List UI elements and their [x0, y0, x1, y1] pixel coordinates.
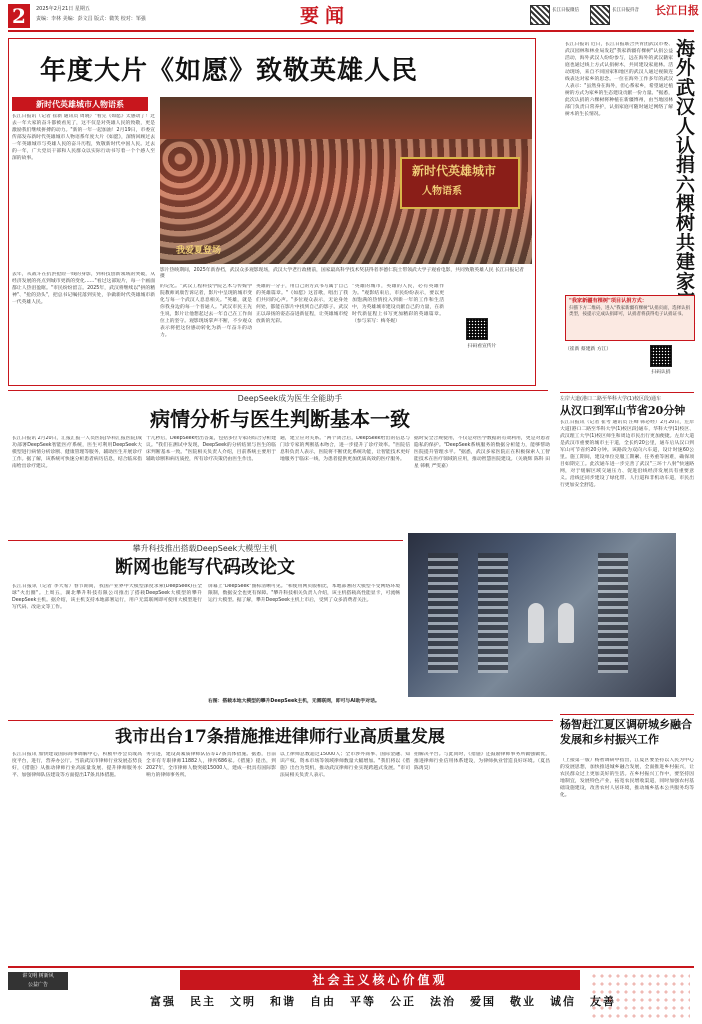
footer-divider — [8, 966, 694, 968]
panfeng-headline: 断网也能写代码改论文 — [115, 557, 295, 578]
value-item: 公正 — [390, 995, 416, 1008]
server-rack — [478, 553, 508, 673]
editor-credits: 责编：李林 美编：彭文昌 版式：微笑 校对：邹强 — [36, 16, 146, 22]
page-number: 2 — [8, 4, 30, 28]
transit-kicker: 左岸大道(港口二路至华科大学(1)校区段)通车 — [560, 396, 661, 402]
decorative-dots — [590, 972, 690, 1018]
donate-qr-label: 扫码认捐 — [651, 370, 671, 375]
lead-photo — [160, 97, 532, 264]
value-item: 诚信 — [550, 995, 576, 1008]
panfeng-kicker: 攀升科技推出搭载DeepSeek大模型主机 — [132, 544, 278, 553]
deepseek-kicker: DeepSeek成为医生全能助手 — [237, 394, 343, 403]
psa-logo-line1: 讲文明 树新风 — [22, 973, 54, 979]
donate-qr-icon[interactable] — [650, 345, 672, 367]
yangzhi-body: （上接第一版）杨智调研中指出，江夏区要坚持以人民为中心的发展思想，加快推进城乡融合发展，全面推进乡村振兴，让农民群众过上更加美好的生活。在乡村振兴工作中，要坚持因地制宜，发展特色产业，拓宽农民增收渠道，同时加强农村基础设施建设，改善农村人居环境，推动城乡基本公共服务均等化。 — [560, 758, 694, 798]
lead-column-1: 长江日报讯（记者 崔新 通讯员 周晓）"看完《如愿》太感动了！过去一年大家的奋斗都被看见了，这不仅是对英雄人民的致敬，更是激励我们继续拼搏的动力。"新的一年一起加油！2月19日，市委宣传部发布新时代英雄城市人物语系年度大片《如愿》，深情回顾过去一年英雄城市与英雄人民的奋斗历程，致敬新时代中国人民。过去的一年，广大党员干部和人民群众以实际行动书写着一个个感人至深的故事。 — [12, 114, 155, 161]
qr-label: 长江日报抖音 — [612, 8, 639, 13]
photo-banner-line1: 新时代英雄城市 — [412, 164, 497, 178]
panfeng-column-1: 长江日报讯（记者 李大希）春节期间，我国产业界中大模型深度求索(DeepSeek)在全球"火出圈"。上周五，湖北攀升科技有限公司推出了搭载DeepSeek大模型的攀升DeepSeek主机。据介绍，该主机支持本地部署运行，用户无需联网即可使用大模型进行写代码、改论文等工作。 — [12, 584, 202, 610]
value-item: 民主 — [190, 995, 216, 1008]
qr-label: 长江日报微信 — [552, 8, 579, 13]
server-rack — [598, 553, 628, 673]
section-divider — [8, 720, 553, 721]
transit-headline: 从汉口到军山节省20分钟 — [560, 404, 686, 417]
lawyers-column-4: 拍解决平台。与此同时，《措施》还鼓励律师事务所做强做优，推进律师行业信用体系建设，为律师执业营造良好环境。（夏昌 陈禹昊） — [414, 752, 550, 771]
transit-divider — [560, 392, 694, 393]
newspaper-logo: 长江日报 — [655, 4, 699, 17]
deepseek-column-1: 长江日报讯 2月20日，汇报汇报一人员医院(华科汇报医院)成功部署DeepSeek智能医疗系统，医生可利用DeepSeek大模型进行病情分析诊断、健康管理等服务，辅助医生开展诊疗工作。据了解，该系统可快速分析患者病历信息，结合临床指南给出诊疗建议。 — [12, 436, 142, 469]
lead-headline: 年度大片《如愿》致敬英雄人民 — [40, 56, 419, 86]
core-values-banner: 社会主义核心价值观 — [180, 970, 580, 990]
value-item: 敬业 — [510, 995, 536, 1008]
psa-logo-line2: 公益广告 — [27, 982, 48, 988]
lawyers-column-2: 务引进，建设高素质律师队伍等17条具体措施。据悉，目前全市有专职律师11882人，律所686家。《措施》提出，到2027年，全市律师人数突破15000人，建成一批具有国际影响力的律师事务所。 — [146, 752, 276, 778]
transit-body: 长江日报讯（记者 崔考 通讯员 汪峰 韩必经）2月20日，左岸大道(港口二路至华科大学(1)校区段)通车，华科大学(1)校区、武汉理工大学(1)校区师生和周边市民出行更加便捷。左岸大道是武汉市重要的城市主干道，全长约20公里，通车后从汉口到军山可节省约20分钟。该路段为双向六车道，设计时速60公里。施工期间，建设单位克服工期紧、任务重等困难，确保项目如期完工。此次通车进一步完善了武汉"三环十八射"快速路网，对于缓解区域交通压力、促进沿线经济发展具有重要意义。沿线还同步建设了绿化带、人行道和非机动车道，市民出行更加安全舒适。 — [560, 420, 694, 488]
lead-column-2: 去年，从战斗在抗洪抢险一线的身影，到科技创新领域的突破，从经济发展的亮点到城市更新的变化……"看过这部短片，每一个画面都让人热泪盈眶。"市民纷纷留言。2025年，武汉将继续以"拼的精神"、"抢的劲头"，把总书记嘱托落到实处，争做新时代英雄城市新一代英雄人民。 — [12, 272, 155, 305]
lawyers-headline: 我市出台17条措施推进律师行业高质量发展 — [115, 727, 445, 747]
deepseek-headline: 病情分析与医生判断基本一致 — [150, 407, 410, 431]
psa-logo — [8, 972, 68, 990]
value-item: 文明 — [230, 995, 256, 1008]
value-item: 爱国 — [470, 995, 496, 1008]
photo-stamp: 我爱夏登场 — [176, 246, 222, 256]
lead-column-3: 的记忆。"武汉工程科技学院艺术与传媒学院教师刘康告诉记者，影片中呈现的城市变化与每一个武汉人息息相关。"英雄，就是你我身边的每一个普通人。"武汉市民王先生说，影片让他想起过去一年自己在工作岗位上的坚守。观影现场掌声不断，不少观众表示将把这份感动转化为新一年奋斗的动力。 — [160, 284, 252, 338]
value-item: 友善 — [590, 995, 616, 1008]
lead-series-tag: 新时代英雄城市人物语系 — [12, 97, 148, 111]
panfeng-photo-caption: 右图：搭载本地大模型的攀升DeepSeek主机，无需联网，即可与AI助手对话。 — [208, 699, 380, 704]
deepseek-column-4: 据时安全合规使用，不仅是对医学数据的有效利用，更是对患者隐私的保护。"DeepSeek系统服务的数据分析能力，能够帮助医院提升管理水平。"据悉，武汉多家医院正在积极探索人工智能技术在医疗领域的应用，推动智慧医院建设。（关晓辉 陈科 田星 韩帆 严雯嘉） — [414, 436, 550, 469]
worker-figure — [528, 603, 544, 643]
section-divider — [560, 714, 694, 715]
lead-column-5: "英雄的城市，英雄的人民，必有英雄作为。"观影结束后，市民纷纷表示，要以更加饱满的热情投入到新一年的工作和生活中，为英雄城市建设贡献自己的力量，在新时代新征程上书写更加精彩的英雄篇章。（参与采写：梅冬妮） — [352, 284, 444, 324]
issue-date: 2025年2月21日 星期五 — [36, 6, 90, 12]
right-story-body: 长江日报讯 近日，长江日报联合共青团武汉市委、武汉园林和林业局发起"我家新疆有棵树"认捐公益活动，海外武汉人纷纷参与，远在海外的武汉籍家庭也通过线上方式认捐树木，共同建设家庭林。活动现场，来自不同国家和地区的武汉人通过视频连线表达对家乡的思念。一位在海外工作多年的武汉人表示："虽然身在海外，但心系家乡，希望通过植树的方式为家乡的生态建设贡献一份力量。"据悉，此次认捐的六棵树将种植在新疆博州，由当地园林部门负责日常养护，认捐家庭可随时通过网络了解树木的生长情况。 — [565, 42, 673, 117]
header-divider — [8, 30, 694, 32]
signup-text: 扫描下方二维码，进入"我家新疆有棵树"认捐页面，选择认捐类型，按提示完成认捐即可，认捐者将获得电子认捐证书。 — [569, 306, 691, 318]
panfeng-column-2: 屏幕上"DeepSeek"图标清晰可见。"和使用网页版相比，本地部署的大模型不受网络环境限制，数据安全也更有保障。"攀升科技相关负责人介绍，该主机搭载高性能显卡，可流畅运行大模型。据了解，攀升DeepSeek主机上市后，受到了众多消费者关注。 — [208, 584, 400, 603]
wechat-qr-icon[interactable] — [530, 5, 550, 25]
video-qr-icon[interactable] — [466, 318, 488, 340]
deepseek-column-3: 通，建立应对关系。"两个闭合后，DeepSeek给出的信息与门诊专家的判断基本吻合，进一步提升了诊疗效率。"医院信息科负责人表示，医院将不断优化系统功能，让智能技术更好地服务于临床一线，为患者提供更加优质高效的医疗服务。 — [280, 436, 410, 462]
value-item: 富强 — [150, 995, 176, 1008]
deepseek-column-2: 十几秒后，DeepSeek给出答案，包括多位专家的综合分析建议。"我们在测试中发现，DeepSeek的分析结果与医生的临床判断基本一致。"医院相关负责人介绍，目前系统主要用于辅助诊断和病历质控，所有诊疗决策仍由医生作出。 — [146, 436, 276, 462]
douyin-qr-icon[interactable] — [590, 5, 610, 25]
server-rack — [428, 553, 458, 673]
panfeng-photo — [408, 533, 676, 697]
lawyers-column-1: 长江日报讯 加快建设国际商事调解中心，积极申办会员或高度平台，进行，营养办公厅。当前武汉市律师行业发展态势良好，《措施》从推动律师行业高质量发展、提升律师服务水平、加强律师队伍建设等方面提出17条具体措施。 — [12, 752, 142, 778]
right-story-credit: （崔新 蔡建新 方江） — [565, 347, 612, 352]
value-item: 平等 — [350, 995, 376, 1008]
section-divider — [8, 390, 548, 391]
yangzhi-headline: 杨智赶江夏区调研城乡融合发展和乡村振兴工作 — [560, 718, 692, 746]
right-story-headline: 海外武汉人认捐六棵树共建家 — [676, 38, 696, 293]
section-divider — [8, 540, 403, 541]
value-item: 和谐 — [270, 995, 296, 1008]
lawyers-column-3: 以上律师总数超过15000人；全市涉外商事、国际金融、知识产权、资本市场等领域律师数量大幅增加。"我们将以《措施》出台为契机，推动武汉律师行业实现跨越式发展。"市司法局相关负责人表示。 — [280, 752, 410, 778]
photo-banner-line2: 人物语系 — [422, 186, 462, 197]
video-qr-label: 扫码看宣传片 — [467, 344, 497, 349]
value-item: 自由 — [310, 995, 336, 1008]
worker-figure — [558, 603, 574, 643]
lead-column-4: 英雄的一分子，用自己的方式书写属于自己的英雄篇章。"《如愿》这首歌，唱出了我们共同的心声。"多位观众表示，无论身处何处，都能在影片中找到自己的影子。武汉正以昂扬的姿态奋进新征程，让英雄城市绽放新的光彩。 — [256, 284, 348, 324]
lead-photo-caption: 影片热映期间，2025年新春档，武汉众多观影现场，武汉大学老行政楼前，国家最高科学技术奖获得者李德仁院士带领武大学子观看电影，共同致敬英雄人民 长江日报记者 摄 — [160, 268, 524, 280]
section-title: 要闻 — [300, 5, 351, 27]
signup-heading: "我家新疆有棵树"项目认捐方式： — [569, 298, 648, 304]
value-item: 法治 — [430, 995, 456, 1008]
